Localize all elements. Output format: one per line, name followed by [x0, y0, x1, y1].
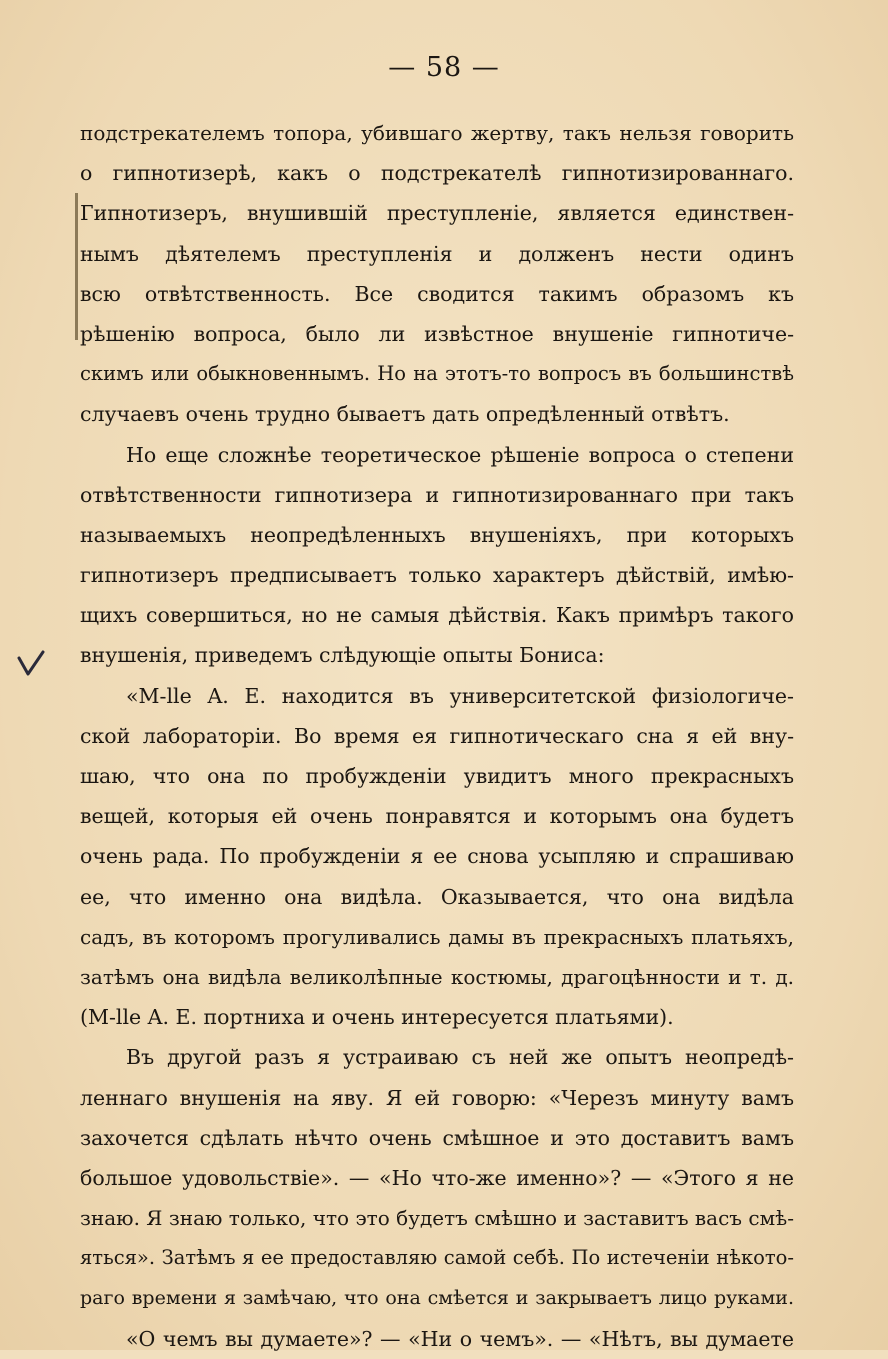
text-line: случаевъ очень трудно бываетъ дать опредѣленный отвѣтъ. [80, 402, 730, 427]
text-line: ской лабораторіи. Во время ея гипнотическаго сна я ей вну- [80, 723, 794, 748]
text-line: захочется сдѣлать нѣчто очень смѣшное и это доставитъ вамъ [80, 1125, 794, 1150]
text-line: Но еще сложнѣе теоретическое рѣшеніе вопроса о степени [126, 442, 794, 467]
text-line: «О чемъ вы думаете»? — «Ни о чемъ». — «Нѣтъ, вы думаете [126, 1326, 794, 1351]
text-line: затѣмъ она видѣла великолѣпные костюмы, драгоцѣнности и т. д. [80, 964, 794, 989]
paragraph [80, 1037, 794, 1318]
text-line: вещей, которыя ей очень понравятся и которымъ она будетъ [80, 804, 794, 829]
text-line: внушенія, приведемъ слѣдующіе опыты Бониса: [80, 643, 605, 668]
text-line: отвѣтственности гипнотизера и гипнотизированнаго при такъ [80, 482, 794, 507]
text-line: знаю. Я знаю только, что это будетъ смѣшно и заставитъ васъ смѣ- [80, 1206, 794, 1231]
text-line: ее, что именно она видѣла. Оказывается, что она видѣла [80, 884, 794, 909]
body-text [80, 113, 794, 1359]
margin-checkmark-icon [16, 648, 46, 678]
text-line: яться». Затѣмъ я ее предоставляю самой себѣ. По истеченіи нѣкото- [80, 1246, 794, 1270]
paragraph [80, 1319, 794, 1359]
text-line: (M-lle A. E. портниха и очень интересуется платьями). [80, 1005, 674, 1030]
text-line: всю отвѣтственность. Все сводится такимъ образомъ къ [80, 281, 794, 306]
text-line: очень рада. По пробужденіи я ее снова усыпляю и спрашиваю [80, 844, 794, 869]
text-line: Гипнотизеръ, внушившій преступленіе, является единствен- [80, 201, 794, 226]
margin-pencil-mark [75, 193, 78, 340]
text-line: рѣшенію вопроса, было ли извѣстное внушеніе гипнотиче- [80, 321, 794, 346]
text-line: скимъ или обыкновеннымъ. Но на этотъ-то вопросъ въ большинствѣ [80, 362, 794, 386]
paragraph [80, 113, 794, 435]
paragraph [80, 435, 794, 676]
text-line: о гипнотизерѣ, какъ о подстрекателѣ гипнотизированнаго. [80, 161, 794, 186]
text-line: нымъ дѣятелемъ преступленія и долженъ нести одинъ [80, 241, 794, 266]
quotation-paragraph [80, 676, 794, 1038]
text-line: называемыхъ неопредѣленныхъ внушеніяхъ, при которыхъ [80, 522, 794, 547]
text-line: подстрекателемъ топора, убившаго жертву, такъ нельзя говорить [80, 121, 794, 145]
text-line: гипнотизеръ предписываетъ только характеръ дѣйствій, имѣю- [80, 563, 794, 588]
text-line: «M-lle A. E. находится въ университетской физіологиче- [126, 683, 794, 708]
text-line: раго времени я замѣчаю, что она смѣется и закрываетъ лицо руками. [80, 1287, 794, 1310]
text-line: шаю, что она по пробужденіи увидитъ много прекрасныхъ [80, 764, 794, 788]
text-line: большое удовольствіе». — «Но что-же именно»? — «Этого я не [80, 1165, 794, 1190]
text-line: леннаго внушенія на яву. Я ей говорю: «Черезъ минуту вамъ [80, 1085, 794, 1110]
text-line: щихъ совершиться, но не самыя дѣйствія. Какъ примѣръ такого [80, 603, 794, 628]
text-line: садъ, въ которомъ прогуливались дамы въ прекрасныхъ платьяхъ, [80, 924, 794, 949]
text-line: Въ другой разъ я устраиваю съ ней же опытъ неопредѣ- [126, 1045, 794, 1070]
page-number: — 58 — [388, 52, 500, 83]
